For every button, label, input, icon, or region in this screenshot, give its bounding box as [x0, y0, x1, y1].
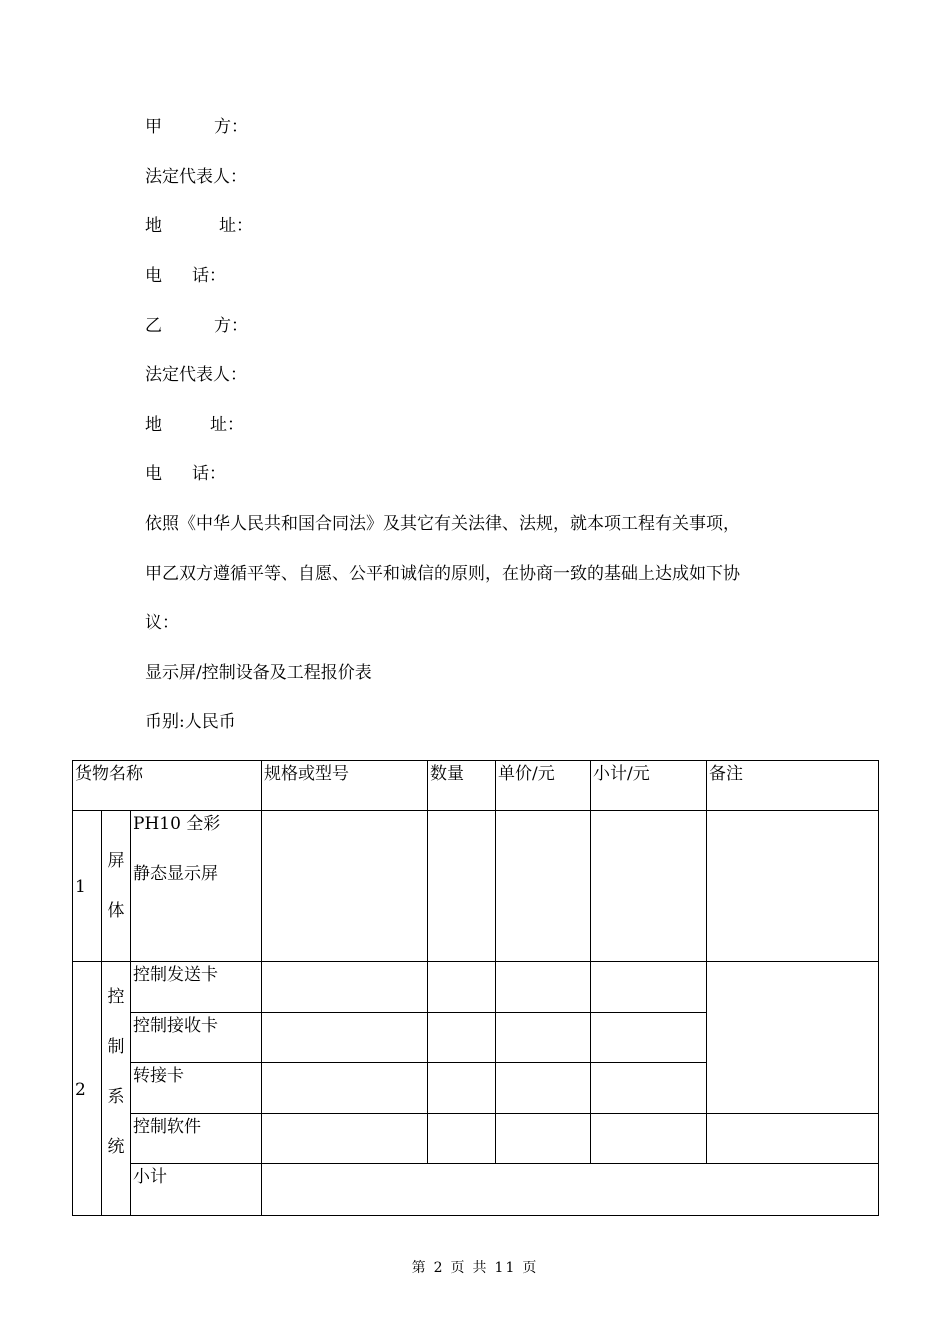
- group1-remark-cell: [707, 811, 879, 962]
- party-a-address-label: 地 址：: [145, 216, 253, 236]
- body-line-3: 议：: [145, 613, 179, 633]
- table-title: 显示屏/控制设备及工程报价表: [145, 663, 372, 683]
- party-a-phone-label: 电 话：: [145, 266, 226, 286]
- group2-remark-merged: [707, 962, 879, 1114]
- header-name: 货物名称: [73, 761, 262, 811]
- party-b-name-label: 乙 方：: [145, 316, 248, 336]
- header-remark: 备注: [707, 761, 879, 811]
- body-line-2: 甲乙双方遵循平等、自愿、公平和诚信的原则，在协商一致的基础上达成如下协: [145, 564, 740, 584]
- group2-item-adapter-card: 转接卡: [131, 1063, 262, 1114]
- header-unit-price: 单价/元: [496, 761, 591, 811]
- table-row: [73, 962, 879, 1013]
- group1-category: 屏 体: [102, 811, 131, 962]
- header-qty: 数量: [428, 761, 496, 811]
- party-b-rep-label: 法定代表人：: [145, 365, 247, 385]
- currency-label: 币别:人民币: [145, 712, 236, 732]
- header-spec: 规格或型号: [262, 761, 428, 811]
- party-b-phone-label: 电 话：: [145, 464, 226, 484]
- table-subtotal-row: [73, 1164, 879, 1216]
- party-a-name-label: 甲 方：: [145, 117, 248, 137]
- page-number: 2: [433, 1260, 445, 1276]
- group1-no: 1: [73, 811, 102, 962]
- body-line-1: 依照《中华人民共和国合同法》及其它有关法律、法规，就本项工程有关事项，: [145, 514, 740, 534]
- group2-item-send-card: 控制发送卡: [131, 962, 262, 1013]
- page-footer: 第 2 页 共 11 页: [411, 1260, 539, 1276]
- total-pages: 11: [494, 1260, 517, 1276]
- table-row: [73, 1114, 879, 1164]
- group1-subtotal-cell: [591, 811, 707, 962]
- party-b-address-label: 地 址：: [145, 415, 244, 435]
- group1-unit-price-cell: [496, 811, 591, 962]
- group2-no: 2: [73, 962, 102, 1216]
- table-row: [73, 811, 879, 962]
- group2-item-receive-card: 控制接收卡: [131, 1013, 262, 1063]
- quote-table: [72, 760, 879, 1216]
- group2-item-software: 控制软件: [131, 1114, 262, 1164]
- party-a-rep-label: 法定代表人：: [145, 167, 247, 187]
- group1-spec-cell: [262, 811, 428, 962]
- group1-item: PH10 全彩 静态显示屏: [131, 811, 262, 962]
- group2-category: 控 制 系 统: [102, 962, 131, 1216]
- header-subtotal: 小计/元: [591, 761, 707, 811]
- table-header-row: [73, 761, 879, 811]
- group2-subtotal-value: [262, 1164, 879, 1216]
- group2-subtotal-label: 小计: [131, 1164, 262, 1216]
- group1-qty-cell: [428, 811, 496, 962]
